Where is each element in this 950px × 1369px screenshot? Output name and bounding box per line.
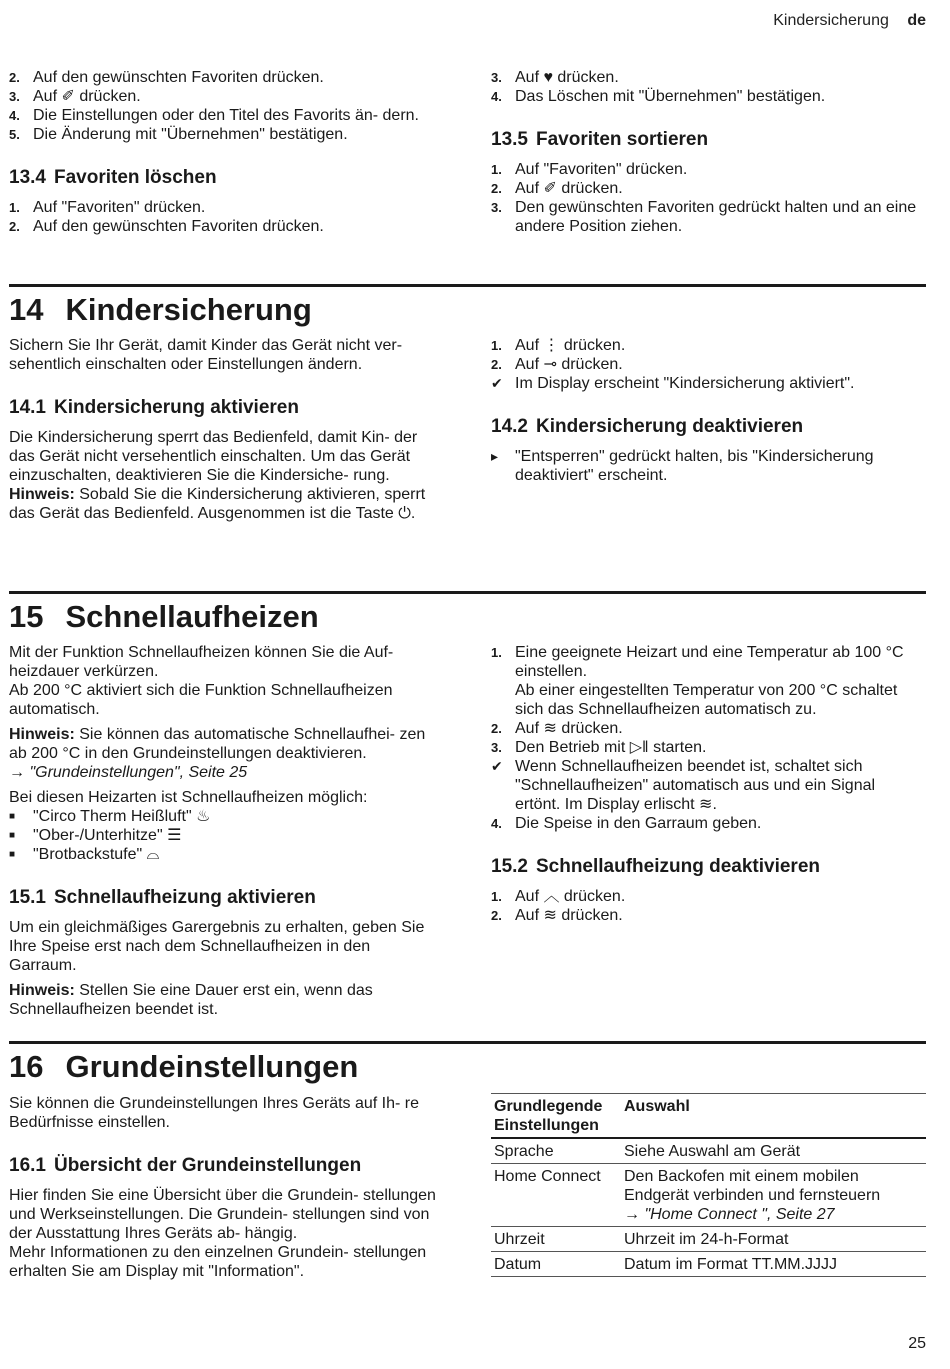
chapter-heading-14: 14 Kindersicherung <box>9 284 926 329</box>
table-cell: Den Backofen mit einem mobilen Endgerät verbinden und fernsteuern → "Home Connect ", Seite 27 <box>621 1164 926 1227</box>
table-row <box>491 1252 926 1277</box>
intro-text: Sie können die Grundeinstellungen Ihres Geräts auf Ih- re Bedürfnisse einstellen. <box>9 1095 420 1131</box>
chapter-14-right <box>491 336 923 485</box>
body-text: Hier finden Sie eine Übersicht über die Grundein- stellungen und Werkseinstellungen. Die Grundein- stellungen sind von der Ausstattung Ihres Geräts ab- hängig. <box>9 1187 436 1242</box>
list-item: 1. Eine geeignete Heizart und eine Temperatur ab 100 °C einstellen. Ab einer eingestellten Temperatur von 200 °C schaltet sich das Schnellaufheizen automatisch zu. <box>491 644 904 718</box>
header-language: de <box>907 12 926 29</box>
table-row <box>491 1164 926 1227</box>
checkmark-icon: ✔ <box>491 375 503 391</box>
list-item: 2. Auf den gewünschten Favoriten drücken. <box>9 69 324 86</box>
list-item: 4. Die Einstellungen oder den Titel des Favorits än- dern. <box>9 107 419 124</box>
table-row <box>491 1138 926 1164</box>
intro-text: Ab 200 °C aktiviert sich die Funktion Schnellaufheizen automatisch. <box>9 682 393 718</box>
list-item: 2. Auf den gewünschten Favoriten drücken. <box>9 218 324 235</box>
cross-reference-link[interactable]: → "Home Connect ", Seite 27 <box>624 1206 835 1223</box>
section-heading-14-1: 14.1 Kindersicherung aktivieren <box>9 397 299 418</box>
hint-text: Hinweis: Sobald Sie die Kindersicherung aktivieren, sperrt das Gerät das Bedienfeld. Ausgenommen ist die Taste ⏻. <box>9 486 426 522</box>
list-item: 3. Auf ✐ drücken. <box>9 88 141 105</box>
table-cell: Uhrzeit <box>491 1227 621 1252</box>
section-heading-15-2: 15.2 Schnellaufheizung deaktivieren <box>491 856 821 877</box>
list-item: 2. Auf ≋ drücken. <box>491 907 623 924</box>
list-item: ✔ Im Display erscheint "Kindersicherung aktiviert". <box>491 375 855 392</box>
hint-text: Hinweis: Stellen Sie eine Dauer erst ein, wenn das Schnellaufheizen beendet ist. <box>9 982 373 1018</box>
section-heading-15-1: 15.1 Schnellaufheizung aktivieren <box>9 887 316 908</box>
list-item: ▸ "Entsperren" gedrückt halten, bis "Kindersicherung deaktiviert" erscheint. <box>491 448 874 484</box>
chapter-heading-16: 16 Grundeinstellungen <box>9 1041 926 1086</box>
list-item: 2. Auf ⊸ drücken. <box>491 356 623 373</box>
step-list <box>491 887 923 925</box>
chapter-15-left <box>9 643 441 1019</box>
bullet-list <box>9 807 441 864</box>
page-number: 25 <box>908 1335 926 1352</box>
table-cell: Home Connect <box>491 1164 621 1227</box>
header-section-title: Kindersicherung <box>773 12 889 29</box>
list-item: ■ "Circo Therm Heißluft" ♨ <box>9 808 211 825</box>
section-heading-13-4: 13.4 Favoriten löschen <box>9 167 217 188</box>
bullet-icon: ■ <box>9 849 16 860</box>
table-cell: Datum im Format TT.MM.JJJJ <box>621 1252 926 1277</box>
table-cell: Datum <box>491 1252 621 1277</box>
list-item: 2. Auf ≋ drücken. <box>491 720 623 737</box>
table-cell: Siehe Auswahl am Gerät <box>621 1138 926 1164</box>
list-item: 4. Das Löschen mit "Übernehmen" bestätigen. <box>491 88 826 105</box>
bullet-icon: ■ <box>9 811 16 822</box>
bullet-icon: ■ <box>9 830 16 841</box>
step-list <box>491 68 923 106</box>
list-item: 1. Auf "Favoriten" drücken. <box>9 199 206 216</box>
chapter-heading-15: 15 Schnellaufheizen <box>9 591 926 636</box>
list-item: ■ "Brotbackstufe" ⌓ <box>9 846 160 863</box>
section-13-left <box>9 68 441 236</box>
section-13-right <box>491 68 923 236</box>
list-item: 1. Auf ︿ drücken. <box>491 888 626 905</box>
step-list <box>9 68 441 144</box>
body-text: Die Kindersicherung sperrt das Bedienfeld, damit Kin- der das Gerät nicht versehentlich einschalten. Um das Gerät einzuschalten, deaktivieren Sie die Kindersiche- rung. <box>9 429 418 484</box>
section-heading-16-1: 16.1 Übersicht der Grundeinstellungen <box>9 1155 362 1176</box>
settings-table <box>491 1093 926 1277</box>
list-item: 2. Auf ✐ drücken. <box>491 180 623 197</box>
list-item: ✔ Wenn Schnellaufheizen beendet ist, schaltet sich "Schnellaufheizen" automatisch aus und ein Signal ertönt. Im Display erlischt ≋. <box>491 758 876 813</box>
body-text: Um ein gleichmäßiges Garergebnis zu erhalten, geben Sie Ihre Speise erst nach dem Schnellaufheizen in den Garraum. <box>9 919 425 974</box>
table-cell: Uhrzeit im 24-h-Format <box>621 1227 926 1252</box>
list-intro: Bei diesen Heizarten ist Schnellaufheizen möglich: <box>9 789 368 806</box>
cross-reference-link[interactable]: → "Grundeinstellungen", Seite 25 <box>9 764 248 781</box>
hint-text: Hinweis: Sie können das automatische Schnellaufhei- zen ab 200 °C in den Grundeinstellungen deaktivieren. <box>9 726 426 762</box>
step-list <box>491 643 923 833</box>
chapter-15-right <box>491 643 923 925</box>
checkmark-icon: ✔ <box>491 758 503 774</box>
section-heading-13-5: 13.5 Favoriten sortieren <box>491 129 709 150</box>
table-header-row <box>491 1094 926 1139</box>
section-heading-14-2: 14.2 Kindersicherung deaktivieren <box>491 416 804 437</box>
list-item: 1. Auf ⋮ drücken. <box>491 337 626 354</box>
step-list <box>9 198 441 236</box>
body-text: Mehr Informationen zu den einzelnen Grundein- stellungen erhalten Sie am Display mit "Information". <box>9 1244 427 1280</box>
chapter-16-left <box>9 1094 441 1281</box>
list-item: 3. Den Betrieb mit ▷‖ starten. <box>491 739 707 756</box>
step-list <box>491 447 923 485</box>
arrow-right-icon: ▸ <box>491 448 499 464</box>
step-list <box>491 336 923 393</box>
page-header <box>773 12 926 30</box>
intro-text: Sichern Sie Ihr Gerät, damit Kinder das Gerät nicht ver- sehentlich einschalten oder Einstellungen ändern. <box>9 337 403 373</box>
intro-text: Mit der Funktion Schnellaufheizen können Sie die Auf- heizdauer verkürzen. <box>9 644 394 680</box>
list-item: 3. Den gewünschten Favoriten gedrückt halten und an eine andere Position ziehen. <box>491 199 917 235</box>
list-item: 1. Auf "Favoriten" drücken. <box>491 161 688 178</box>
list-item: 5. Die Änderung mit "Übernehmen" bestätigen. <box>9 126 348 143</box>
table-cell: Sprache <box>491 1138 621 1164</box>
table-header: Auswahl <box>621 1094 926 1139</box>
table-header: Grundlegende Einstellungen <box>491 1094 621 1139</box>
list-item: 3. Auf ♥ drücken. <box>491 69 619 86</box>
list-item: 4. Die Speise in den Garraum geben. <box>491 815 762 832</box>
list-item: ■ "Ober-/Unterhitze" ☰ <box>9 827 182 844</box>
chapter-14-left <box>9 336 441 523</box>
table-row <box>491 1227 926 1252</box>
step-list <box>491 160 923 236</box>
